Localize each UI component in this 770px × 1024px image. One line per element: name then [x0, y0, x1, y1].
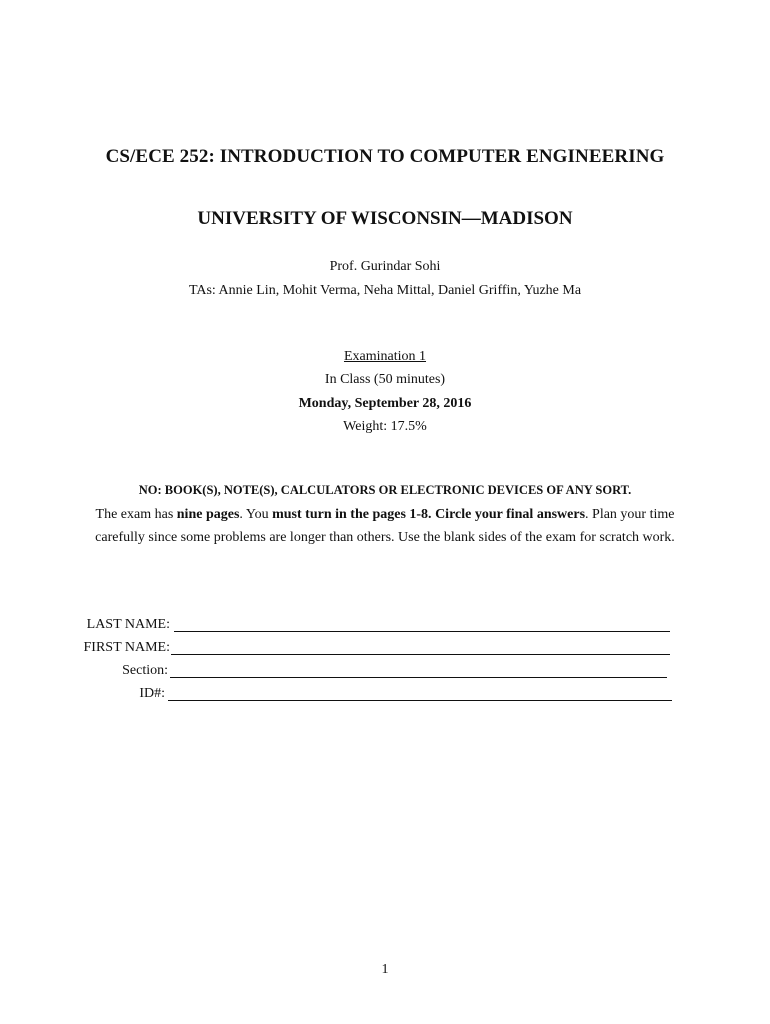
exam-date: Monday, September 28, 2016	[298, 396, 472, 411]
instruction-text: . Plan your time carefully since some problems are longer than others. Use the blank sides of the exam for scratch work.	[95, 507, 675, 545]
section-label: Section:	[122, 663, 168, 678]
first-name-label: FIRST NAME:	[83, 640, 170, 655]
course-title: CS/ECE 252: INTRODUCTION TO COMPUTER ENGINEERING	[105, 146, 665, 167]
last-name-label-wrap	[0, 617, 170, 637]
exam-name: Examination 1	[343, 349, 427, 364]
exam-format: In Class (50 minutes)	[324, 372, 446, 387]
id-field[interactable]	[168, 700, 672, 701]
last-name-label: LAST NAME:	[86, 617, 170, 632]
rules-heading: NO: BOOK(S), NOTE(S), CALCULATORS OR ELECTRONIC DEVICES OF ANY SORT.	[138, 483, 632, 497]
instruction-emphasis: nine pages	[176, 507, 240, 522]
first-name-field[interactable]	[171, 654, 670, 655]
id-label: ID#:	[139, 686, 165, 701]
section-label-wrap	[0, 663, 168, 683]
id-label-wrap	[0, 686, 165, 706]
professor-name: Prof. Gurindar Sohi	[329, 259, 441, 274]
instruction-emphasis: must turn in the pages 1-8.	[272, 507, 432, 522]
first-name-label-wrap	[0, 640, 170, 660]
instruction-emphasis: Circle your final answers	[435, 507, 586, 522]
page-number: 1	[381, 962, 389, 977]
section-field[interactable]	[170, 677, 667, 678]
exam-weight: Weight: 17.5%	[343, 419, 427, 434]
teaching-assistants: TAs: Annie Lin, Mohit Verma, Neha Mittal, Daniel Griffin, Yuzhe Ma	[188, 283, 582, 298]
instruction-text: . You	[239, 507, 273, 522]
university-name: UNIVERSITY OF WISCONSIN—MADISON	[197, 208, 573, 229]
instruction-text: The exam has	[95, 507, 177, 522]
exam-instructions	[72, 503, 698, 549]
last-name-field[interactable]	[174, 631, 670, 632]
